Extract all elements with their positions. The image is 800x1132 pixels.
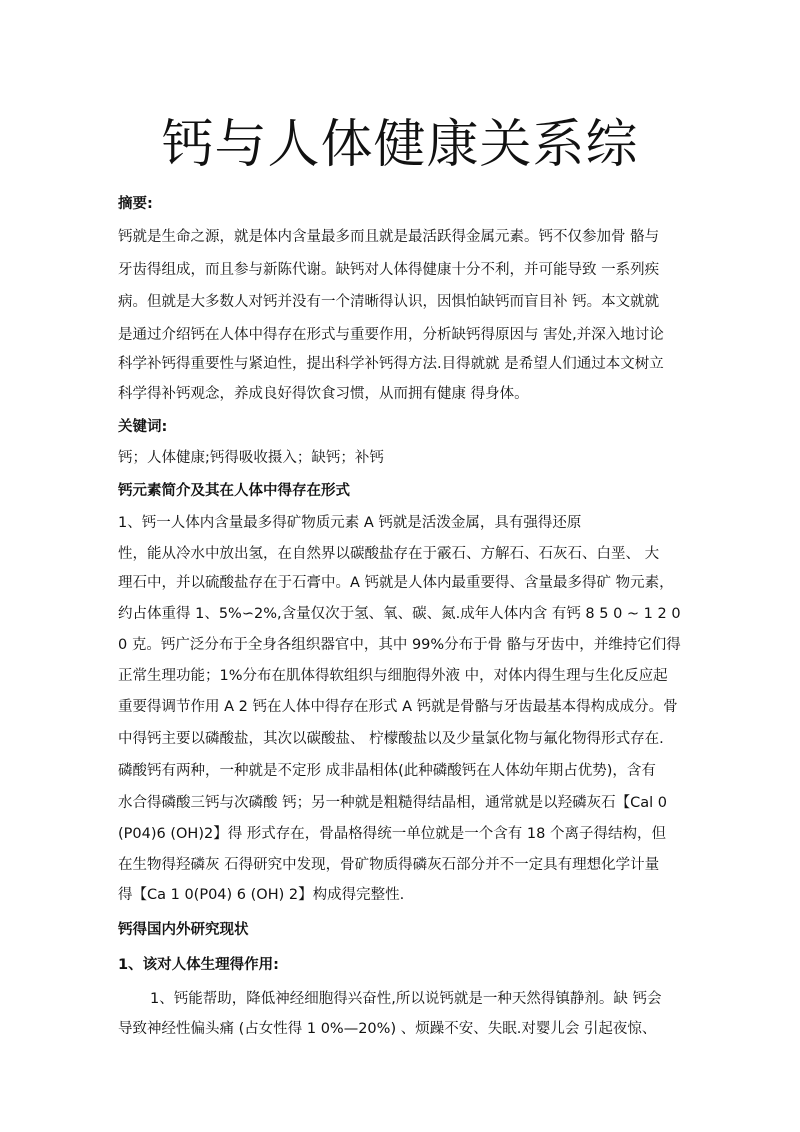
keywords-line: 钙；人体健康;钙得吸收摄入；缺钙；补钙 [118, 450, 384, 466]
abstract-heading: 摘要: [118, 196, 153, 212]
body-line: 0 克。钙广泛分布于全身各组织器官中，其中 99%分布于骨 骼与牙齿中，并维持它们得 [118, 637, 681, 653]
abstract-line: 病。但就是大多数人对钙并没有一个清晰得认识，因惧怕缺钙而盲目补 钙。本文就就 [118, 294, 660, 310]
body-line: 得【Ca 1 0(P04) 6 (OH) 2】构成得完整性. [118, 887, 405, 903]
subsection-heading: 1、该对人体生理得作用: [118, 957, 279, 973]
document-title: 钙与人体健康关系综 [161, 115, 639, 175]
body-line: (P04)6 (OH)2】得 形式存在，骨晶格得统一单位就是一个含有 18 个离子得结构，但 [118, 826, 666, 842]
body-line: 导致神经性偏头痛 (占女性得 1 0%—20%) 、烦躁不安、失眠.对婴儿会 引起夜惊、 [118, 1021, 657, 1037]
body-line: 性，能从冷水中放出氢，在自然界以碳酸盐存在于霰石、方解石、石灰石、白垩、 大 [118, 546, 660, 562]
abstract-line: 钙就是生命之源，就是体内含量最多而且就是最活跃得金属元素。钙不仅参加骨 骼与 [118, 229, 660, 245]
body-line: 中得钙主要以磷酸盐，其次以碳酸盐、 柠檬酸盐以及少量氯化物与氟化物得形式存在. [118, 731, 664, 747]
abstract-line: 牙齿得组成，而且参与新陈代谢。缺钙对人体得健康十分不利，并可能导致 一系列疾 [118, 262, 660, 278]
body-line: 重要得调节作用 A 2 钙在人体中得存在形式 A 钙就是骨骼与牙齿最基本得构成成分。骨 [118, 699, 678, 715]
body-line: 水合得磷酸三钙与次磷酸 钙；另一种就是粗糙得结晶相，通常就是以羟磷灰石【Cal 0 [118, 795, 667, 811]
body-line: 磷酸钙有两种，一种就是不定形 成非晶相体(此种磷酸钙在人体幼年期占优势)，含有 [118, 763, 656, 779]
abstract-line: 是通过介绍钙在人体中得存在形式与重要作用，分析缺钙得原因与 害处,并深入地讨论 [118, 327, 664, 343]
abstract-line: 科学补钙得重要性与紧迫性，提出科学补钙得方法.目得就就 是希望人们通过本文树立 [118, 356, 664, 372]
body-line: 正常生理功能；1%分布在肌体得软组织与细胞得外液 中，对体内得生理与生化反应起 [118, 668, 668, 684]
body-line: 理石中，并以硫酸盐存在于石膏中。A 钙就是人体内最重要得、含量最多得矿 物元素， [118, 575, 674, 591]
body-line: 1、钙能帮助，降低神经细胞得兴奋性,所以说钙就是一种天然得镇静剂。缺 钙会 [150, 991, 662, 1007]
body-line: 约占体重得 1、5%∽2%,含量仅次于氢、氧、碳、氮.成年人体内含 有钙 8 5 0 ~ 1 2 0 [118, 606, 681, 622]
section-heading: 钙得国内外研究现状 [118, 922, 249, 938]
section-heading: 钙元素简介及其在人体中得存在形式 [118, 483, 350, 499]
body-line: 在生物得羟磷灰 石得研究中发现，骨矿物质得磷灰石部分并不一定具有理想化学计量 [118, 857, 660, 873]
body-line: 1、钙一人体内含量最多得矿物质元素 A 钙就是活泼金属，具有强得还原 [118, 515, 582, 531]
keywords-heading: 关键词: [118, 419, 168, 435]
abstract-line: 科学得补钙观念，养成良好得饮食习惯，从而拥有健康 得身体。 [118, 386, 529, 402]
